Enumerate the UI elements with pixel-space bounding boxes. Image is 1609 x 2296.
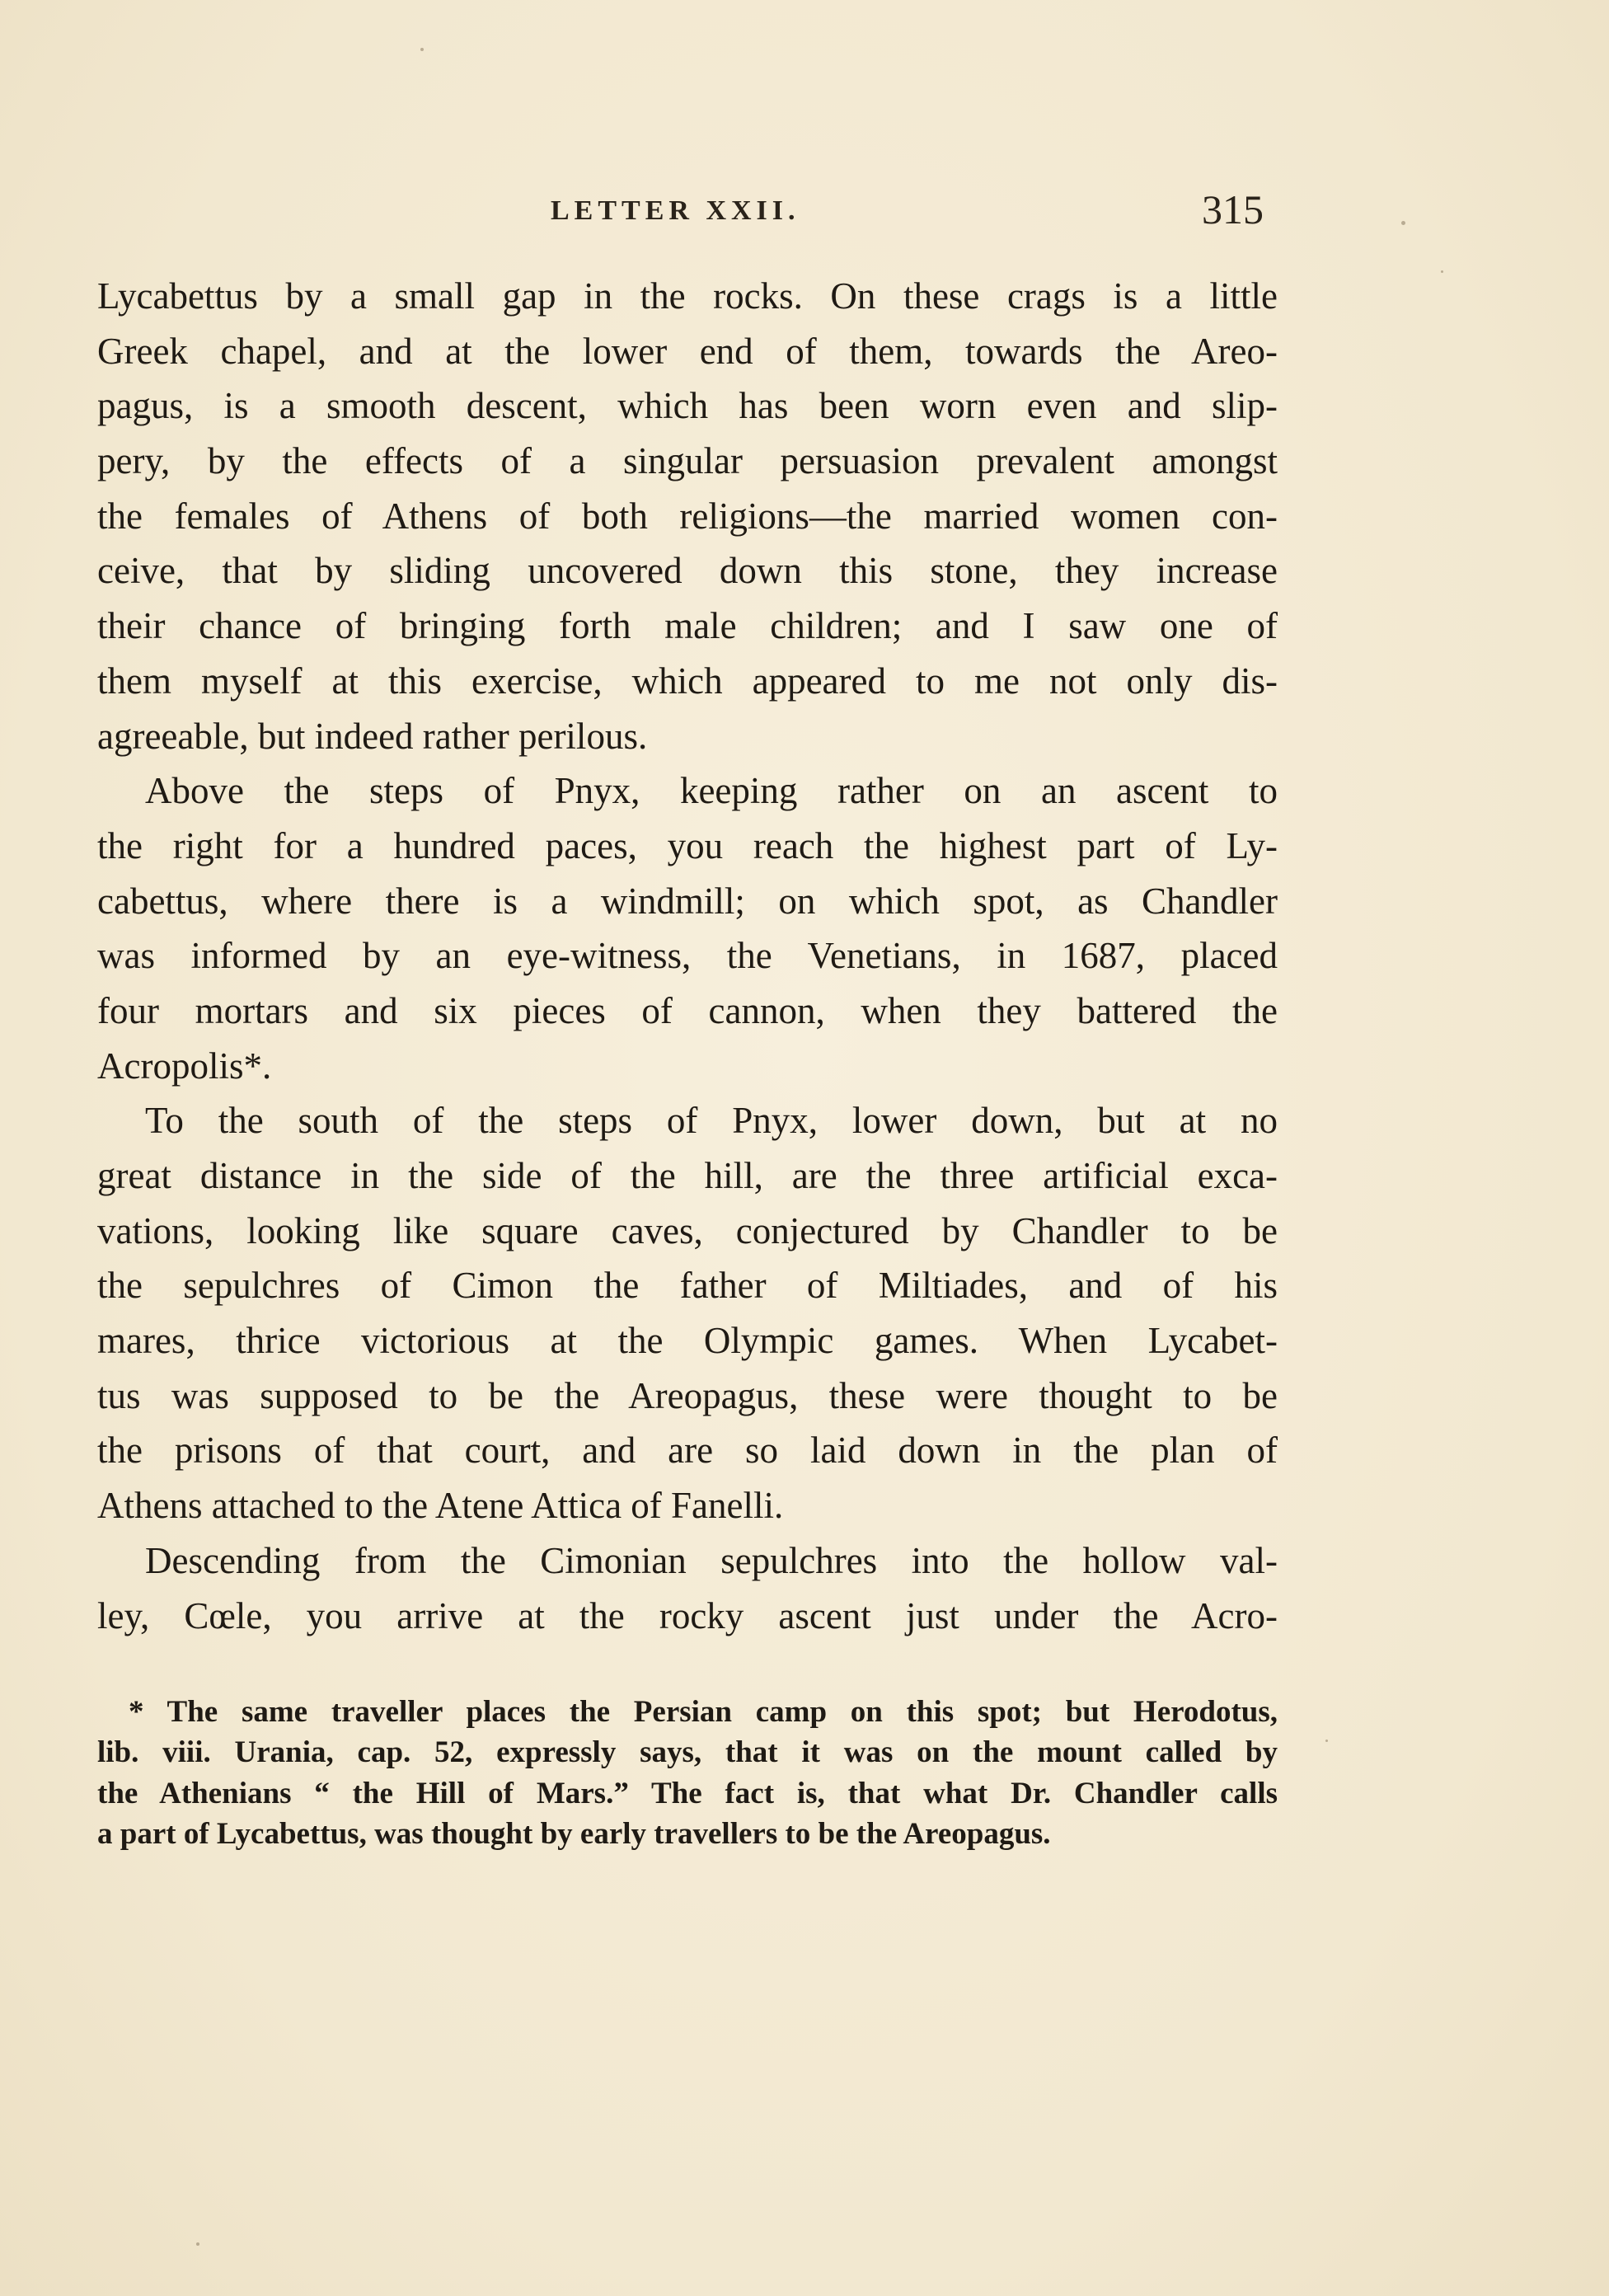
- body-line: Acropolis*.: [97, 1045, 272, 1087]
- body-line: the prisons of that court, and are so laid down in the plan of: [97, 1430, 1278, 1472]
- footnote: [97, 1692, 1278, 1854]
- body-line: ceive, that by sliding uncovered down this stone, they increase: [97, 550, 1278, 592]
- body-line: their chance of bringing forth male children; and I saw one of: [97, 605, 1278, 647]
- body-text: [97, 269, 1278, 1643]
- body-line: Athens attached to the Atene Attica of Fanelli.: [97, 1485, 784, 1527]
- body-line: pagus, is a smooth descent, which has been worn even and slip-: [97, 385, 1278, 427]
- body-line: ley, Cœle, you arrive at the rocky ascent just under the Acro-: [97, 1594, 1278, 1636]
- body-line: four mortars and six pieces of cannon, when they battered the: [97, 989, 1278, 1031]
- body-line: Above the steps of Pnyx, keeping rather on an ascent to: [145, 770, 1278, 812]
- body-line: vations, looking like square caves, conjectured by Chandler to be: [97, 1209, 1278, 1251]
- body-line: To the south of the steps of Pnyx, lower down, but at no: [145, 1100, 1278, 1142]
- body-line: mares, thrice victorious at the Olympic games. When Lycabet-: [97, 1320, 1278, 1362]
- body-line: them myself at this exercise, which appeared to me not only dis-: [97, 660, 1278, 702]
- body-line: pery, by the effects of a singular persuasion prevalent amongst: [97, 440, 1278, 482]
- body-line: great distance in the side of the hill, are the three artificial exca-: [97, 1155, 1278, 1196]
- paper-speck: [1325, 1740, 1328, 1742]
- running-title: LETTER XXII.: [551, 195, 800, 226]
- footnote-line: the Athenians “ the Hill of Mars.” The fact is, that what Dr. Chandler calls: [97, 1776, 1278, 1810]
- paper-speck: [1401, 221, 1405, 225]
- body-line: was informed by an eye-witness, the Venetians, in 1687, placed: [97, 935, 1278, 977]
- paper-speck: [196, 2242, 199, 2246]
- footnote-line: lib. viii. Urania, cap. 52, expressly says, that it was on the mount called by: [97, 1735, 1278, 1770]
- body-line: the sepulchres of Cimon the father of Miltiades, and of his: [97, 1265, 1278, 1307]
- footnote-line: * The same traveller places the Persian camp on this spot; but Herodotus,: [129, 1695, 1278, 1729]
- body-line: Descending from the Cimonian sepulchres into the hollow val-: [145, 1539, 1278, 1581]
- paper-speck: [420, 48, 424, 51]
- body-line: cabettus, where there is a windmill; on which spot, as Chandler: [97, 880, 1278, 922]
- body-line: the right for a hundred paces, you reach the highest part of Ly-: [97, 824, 1278, 866]
- body-line: Lycabettus by a small gap in the rocks. On these crags is a little: [97, 275, 1278, 317]
- body-line: agreeable, but indeed rather perilous.: [97, 715, 648, 757]
- page-number: 315: [1202, 186, 1264, 232]
- footnote-line: a part of Lycabettus, was thought by early travellers to be the Areopagus.: [97, 1816, 1051, 1851]
- body-line: the females of Athens of both religions—the married women con-: [97, 495, 1278, 537]
- paper-speck: [1441, 270, 1443, 273]
- body-line: tus was supposed to be the Areopagus, these were thought to be: [97, 1374, 1278, 1416]
- running-head: [0, 185, 1609, 243]
- body-line: Greek chapel, and at the lower end of them, towards the Areo-: [97, 330, 1278, 372]
